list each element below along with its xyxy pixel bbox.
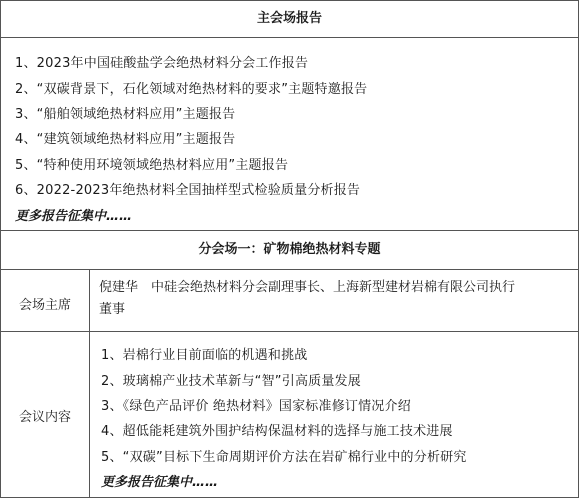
sub-session-title: 分会场一：矿物棉绝热材料专题 xyxy=(198,242,381,257)
list-item: 1、2023年中国硅酸盐学会绝热材料分会工作报告 xyxy=(15,56,309,71)
list-item: 3、《绿色产品评价 绝热材料》国家标准修订情况介绍 xyxy=(101,399,411,414)
more-reports-note: 更多报告征集中…… xyxy=(15,209,133,224)
list-item: 4、“建筑领域绝热材料应用”主题报告 xyxy=(15,132,236,147)
host-label: 会场主席 xyxy=(18,298,71,313)
host-line: 倪建华 中硅会绝热材料分会副理事长、上海新型建材岩棉有限公司执行 xyxy=(99,280,516,295)
list-item: 4、超低能耗建筑外围护结构保温材料的选择与施工技术进展 xyxy=(101,424,453,439)
host-info xyxy=(99,277,569,321)
main-session-title: 主会场报告 xyxy=(256,11,322,26)
list-item: 5、“特种使用环境领域绝热材料应用”主题报告 xyxy=(15,158,289,173)
main-session-header xyxy=(1,1,578,37)
divider xyxy=(1,269,578,270)
list-item: 2、“双碳背景下，石化领域对绝热材料的要求”主题特邀报告 xyxy=(15,82,368,97)
list-item: 2、玻璃棉产业技术革新与“智”引高质量发展 xyxy=(101,374,361,389)
divider xyxy=(1,331,578,332)
list-item: 6、2022-2023年绝热材料全国抽样型式检验质量分析报告 xyxy=(15,183,361,198)
list-item: 5、“双碳”目标下生命周期评价方法在岩矿棉行业中的分析研究 xyxy=(101,450,467,465)
sub-session-header xyxy=(1,231,578,269)
more-reports-note: 更多报告征集中…… xyxy=(101,475,219,490)
list-item: 1、岩棉行业目前面临的机遇和挑战 xyxy=(101,348,308,363)
host-line: 董事 xyxy=(99,302,126,317)
list-item: 3、“船舶领域绝热材料应用”主题报告 xyxy=(15,107,236,122)
content-label: 会议内容 xyxy=(18,410,71,425)
divider xyxy=(1,37,578,38)
column-divider xyxy=(89,269,90,497)
